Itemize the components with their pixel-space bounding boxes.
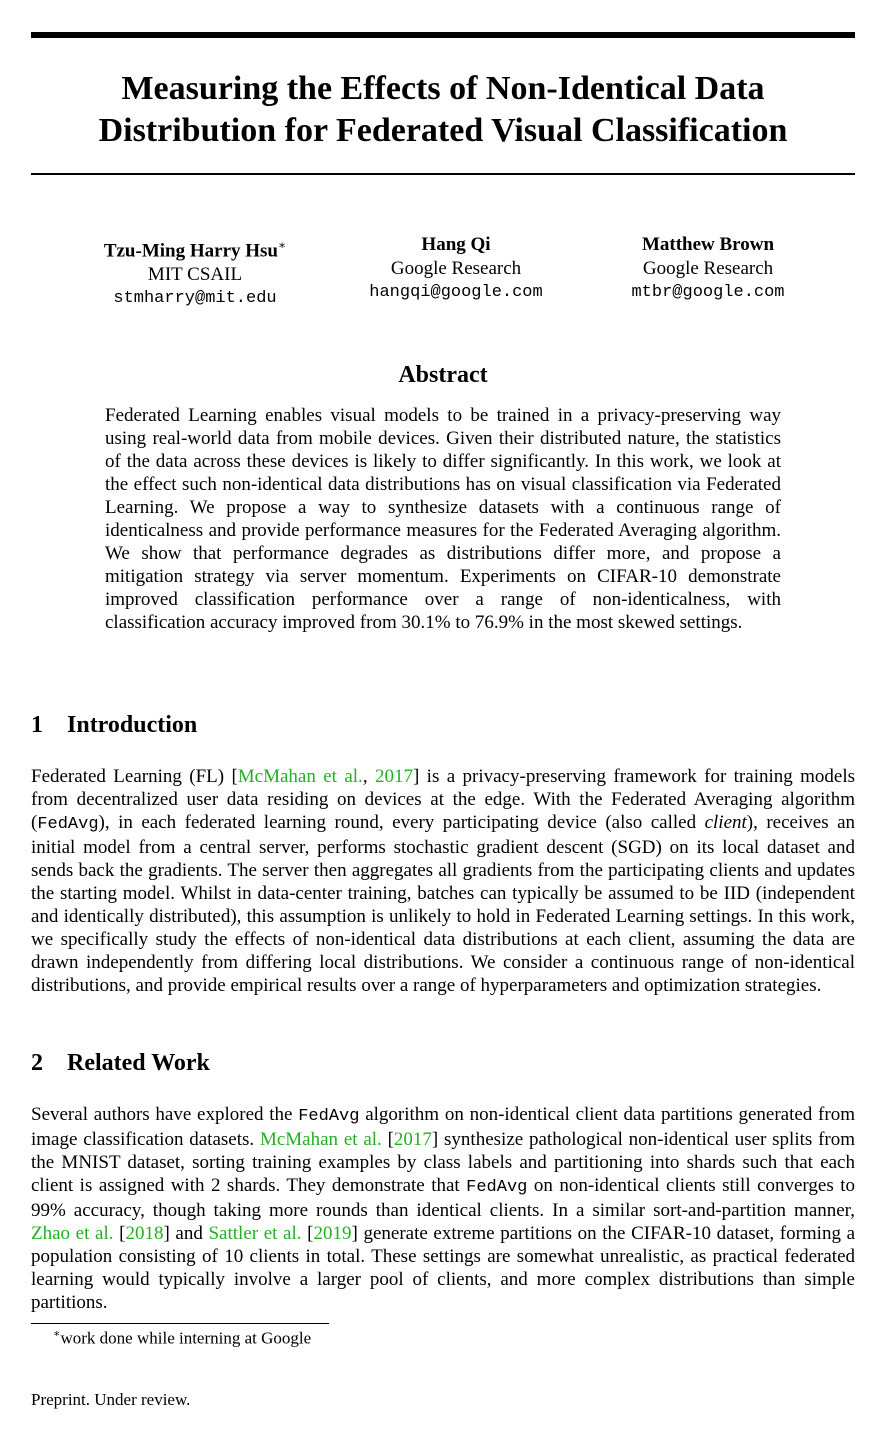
footnote-mark: ∗ (53, 1328, 61, 1340)
section-heading-related-work (31, 1050, 210, 1077)
citation-link[interactable]: 2017 (374, 766, 413, 787)
author-name: Hang Qi (421, 234, 491, 255)
citation-link[interactable]: McMahan et al. (259, 1129, 382, 1150)
title-line-2: Distribution for Federated Visual Classification (98, 112, 788, 149)
author-name: Matthew Brown (641, 234, 775, 255)
paper-title (31, 68, 855, 152)
citation-link[interactable]: 2019 (313, 1223, 352, 1244)
author-affiliation: Google Research (642, 258, 774, 279)
section-title: Related Work (67, 1050, 210, 1076)
author-affiliation: Google Research (390, 258, 522, 279)
citation-link[interactable]: Zhao et al. (31, 1223, 114, 1244)
author-footnote-mark: ∗ (278, 238, 287, 252)
abstract-heading: Abstract (398, 362, 488, 388)
author-2 (343, 233, 569, 305)
citation-link[interactable]: McMahan et al. (237, 766, 363, 787)
introduction-paragraph: Federated Learning (FL) [McMahan et al., 2017] is a privacy-preserving framework for training models from decentralized user data residing on devices at the edge. With the Federated Averaging algorithm (FedAvg), in each federated learning round, every participating device (also called client), receives an initial model from a central server, performs stochastic gradient descent (SGD) on its local dataset and sends back the gradients. The server then aggregates all gradients from the participating clients and updates the starting model. Whilst in data-center training, batches can typically be assumed to be IID (independent and identically distributed), this assumption is unlikely to hold in Federated Learning settings. In this work, we specifically study the effects of non-identical data distributions at each client, assuming the data are drawn independently from differing local distributions. We consider a continuous range of non-identical distributions, and provide empirical results over a range of hyperparameters and optimization strategies. (31, 766, 856, 996)
code-fedavg: FedAvg (466, 1178, 528, 1197)
author-email: mtbr@google.com (631, 283, 785, 302)
code-fedavg: FedAvg (37, 815, 99, 834)
title-top-rule (31, 32, 855, 38)
footnote-text: work done while interning at Google (60, 1328, 312, 1348)
related-work-paragraph: Several authors have explored the FedAvg algorithm on non-identical client data partitions generated from image classification datasets. McMahan et al. [2017] synthesize pathological non-identical user splits from the MNIST dataset, sorting training examples by class labels and partitioning into shards such that each client is assigned with 2 shards. They demonstrate that FedAvg on non-identical clients still converges to 99% accuracy, though taking more rounds than identical clients. In a similar sort-and-partition manner, Zhao et al. [2018] and Sattler et al. [2019] generate extreme partitions on the CIFAR-10 dataset, forming a population consisting of 10 clients in total. These settings are somewhat unrealistic, as practical federated learning would typically involve a larger pool of clients, and more complex distributions than simple partitions. (31, 1104, 856, 1313)
author-email: hangqi@google.com (369, 283, 543, 302)
title-line-1: Measuring the Effects of Non-Identical Data (121, 70, 765, 107)
author-1 (95, 233, 295, 311)
section-number: 2 (31, 1050, 43, 1076)
section-heading-introduction (31, 712, 197, 739)
author-email: stmharry@mit.edu (113, 289, 277, 309)
author-affiliation: MIT CSAIL (147, 264, 243, 286)
citation-link[interactable]: 2018 (125, 1223, 164, 1244)
title-bottom-rule (31, 173, 855, 175)
emphasis-client: client (704, 812, 747, 833)
section-number: 1 (31, 712, 43, 738)
footnote (53, 1327, 311, 1349)
citation-link[interactable]: Sattler et al. (208, 1223, 302, 1244)
preprint-notice: Preprint. Under review. (31, 1390, 191, 1409)
citation-link[interactable]: 2017 (393, 1129, 432, 1150)
abstract-text: Federated Learning enables visual models to be trained in a privacy-preserving way using real-world data from mobile devices. Given their distributed nature, the statistics of the data across these devices is likely to differ significantly. In this work, we look at the effect such non-identical data distributions has on visual classification via Federated Learning. We propose a way to synthesize datasets with a continuous range of identicalness and provide performance measures for the Federated Averaging algorithm. We show that performance degrades as distributions differ more, and propose a mitigation strategy via server momentum. Experiments on CIFAR-10 demonstrate improved classification performance over a range of non-identicalness, with classification accuracy improved from 30.1% to 76.9% in the most skewed settings. (105, 405, 781, 633)
footnote-rule (31, 1323, 329, 1324)
author-3 (610, 233, 806, 305)
author-name: Tzu-Ming Harry Hsu∗ (103, 238, 287, 262)
section-title: Introduction (67, 712, 198, 738)
code-fedavg: FedAvg (298, 1107, 360, 1126)
